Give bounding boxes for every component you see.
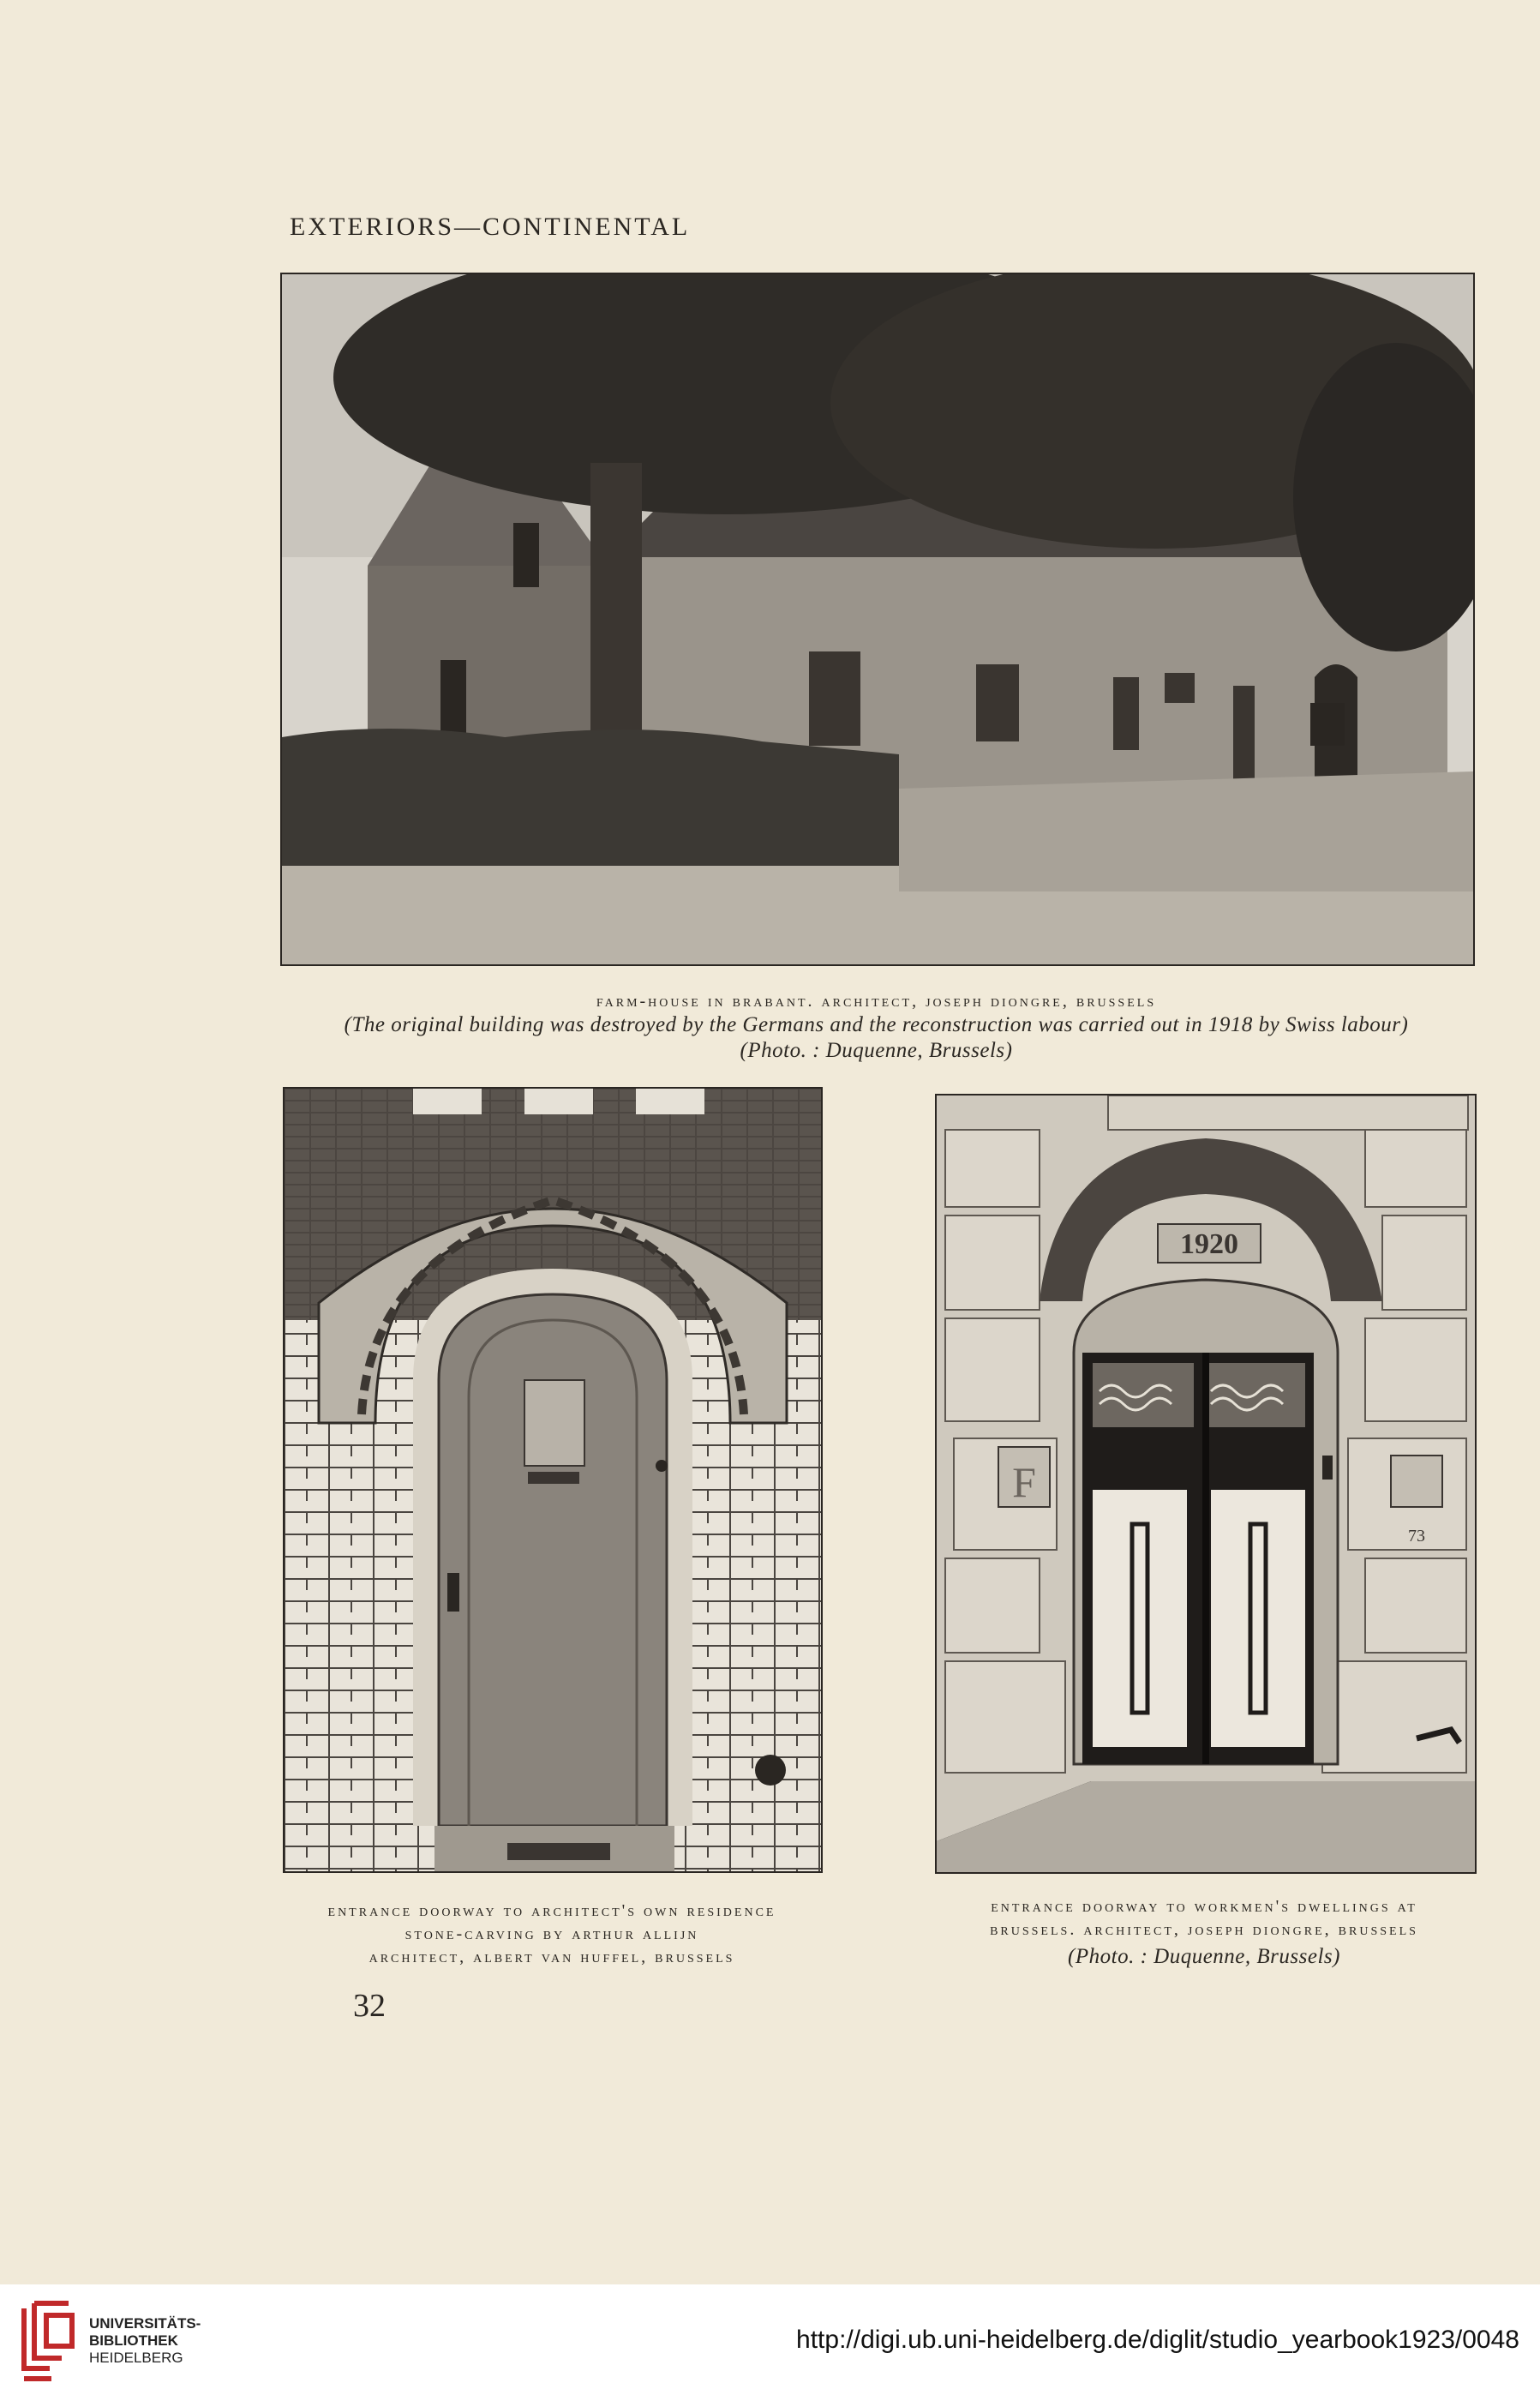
farmhouse-photo-credit: (Photo. : Duquenne, Brussels)	[740, 1039, 1013, 1062]
house-number-text: 73	[1408, 1527, 1425, 1546]
farmhouse-caption-note: (The original building was destroyed by the Germans and the reconstruction was carried out in 1918 by Swiss labour)	[344, 1013, 1409, 1036]
doorway-left-photo	[283, 1087, 823, 1873]
doorway-right-caption-title: entrance doorway to workmen's dwellings at	[991, 1897, 1417, 1916]
doorway-left-caption	[257, 1901, 847, 1967]
library-name-line3: HEIDELBERG	[89, 2350, 183, 2366]
doorway-right-photo	[935, 1094, 1477, 1874]
doorway-right-caption-architect: brussels. architect, joseph diongre, brussels	[990, 1920, 1418, 1939]
permalink-url[interactable]: http://digi.ub.uni-heidelberg.de/diglit/studio_yearbook1923/0048	[796, 2326, 1519, 2354]
ub-heidelberg-logo-icon[interactable]	[17, 2300, 77, 2381]
doorway-right-photo-credit: (Photo. : Duquenne, Brussels)	[1068, 1945, 1340, 1968]
farmhouse-caption	[257, 992, 1495, 1063]
page-number: 32	[353, 1988, 386, 2024]
running-head: EXTERIORS—CONTINENTAL	[290, 213, 691, 241]
library-footer	[0, 2284, 1540, 2395]
library-name-line2: BIBLIOTHEK	[89, 2332, 178, 2349]
library-name-line1: UNIVERSITÄTS-	[89, 2315, 201, 2332]
carved-year-text: 1920	[1180, 1228, 1238, 1260]
doorway-left-caption-architect: architect, albert van huffel, brussels	[369, 1948, 735, 1966]
farmhouse-caption-title: farm-house in brabant. architect, joseph diongre, brussels	[596, 992, 1157, 1011]
farmhouse-photo	[280, 273, 1475, 966]
doorway-left-caption-title: entrance doorway to architect's own residence	[327, 1901, 776, 1920]
doorway-left-caption-carving: stone-carving by arthur allijn	[404, 1924, 699, 1943]
doorway-right-caption	[904, 1897, 1504, 1969]
panel-letter-text: F	[1012, 1458, 1036, 1506]
library-name	[89, 2315, 201, 2367]
